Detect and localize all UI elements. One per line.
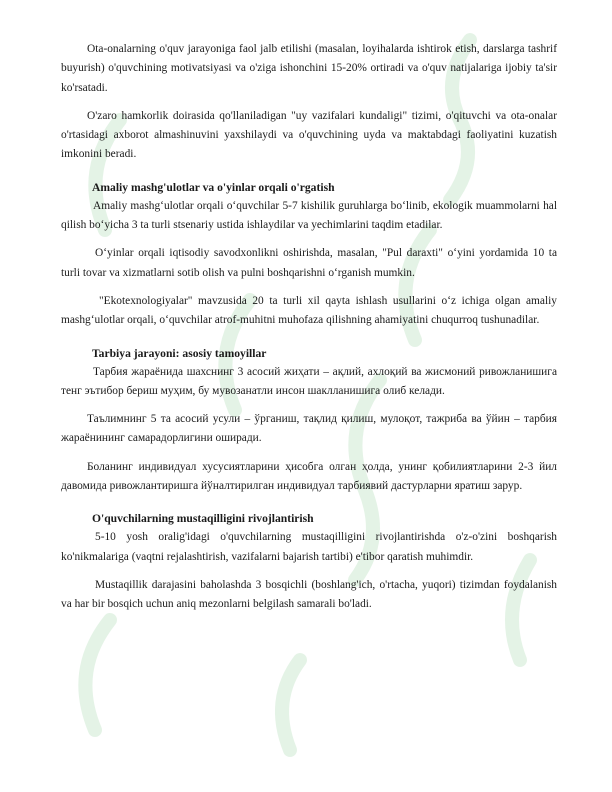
heading-practical-lessons: Amaliy mashg'ulotlar va o'yinlar orqali o'rgatish xyxy=(92,180,335,194)
paragraph-individual-programs: Боланинг индивидуал хусусиятларини ҳисобга олган ҳолда, унинг қобилиятларини 2-3 йил давомида ривожлантиришга йўналтирилган индивидуал тарбиявий дастурларни яратиш зарур. xyxy=(61,460,557,493)
paragraph-five-methods: Таълимнинг 5 та асосий усули – ўрганиш, тақлид қилиш, мулоқот, тажриба ва ўйин – тарбия жараёнининг самарадорлигини оширади. xyxy=(61,413,557,445)
paragraph-three-aspects: Тарбия жараёнида шахснинг 3 асосий жиҳати – ақлий, ахлоқий ва жисмоний ривожланишига тенг эътибор бериш муҳим, бу мувозанатли инсон шаклланишига олиб келади. xyxy=(61,365,557,397)
paragraph-group-scenarios: Amaliy mashg‘ulotlar orqali o‘quvchilar 5-7 kishilik guruhlarga bo‘linib, ekologik muammolarni hal qilish bo‘yicha 3 ta turli stsenariy ustida ishlaydilar va yechimlarini taqdim etadilar. xyxy=(61,199,557,232)
paragraph-parent-involvement: Ota-onalarning o'quv jarayoniga faol jalb etilishi (masalan, loyihalarda ishtirok etish, darslarga tashrif buyurish) o'quvchining motivatsiyasi va o'ziga ishonchini 15-20% ortiradi va o'quv natijalariga ijobiy ta'sir ko'rsatadi. xyxy=(61,43,557,94)
heading-upbringing-principles: Tarbiya jarayoni: asosiy tamoyillar xyxy=(92,346,267,360)
paragraph-homework-diary: O'zaro hamkorlik doirasida qo'llaniladigan "uy vazifalari kundaligi" tizimi, o'qituvchi va ota-onalar o'rtasidagi axborot almashinuvini yaxshilaydi va o'quvchining uyda va maktabdagi faoliyatini kuzatish imkonini beradi. xyxy=(61,109,557,161)
paragraph-money-tree-game: O‘yinlar orqali iqtisodiy savodxonlikni oshirishda, masalan, "Pul daraxti" o‘yini yordamida 10 ta turli tovar va xizmatlarni sotib olish va pulni boshqarishni o‘rganish mumkin. xyxy=(61,247,557,279)
heading-student-independence: O'quvchilarning mustaqilligini rivojlantirish xyxy=(92,512,314,526)
paragraph-self-management: 5-10 yosh oralig'idagi o'quvchilarning mustaqilligini rivojlantirishda o'z-o'zini boshqarish ko'nikmalariga (vaqtni rejalashtirish, vazifalarni bajarish tartibi) e'tibor qaratish muhimdir. xyxy=(61,531,557,563)
document-body xyxy=(61,40,557,615)
paragraph-eco-technologies: "Ekotexnologiyalar" mavzusida 20 ta turli xil qayta ishlash usullarini o‘z ichiga olgan amaliy mashg‘ulotlar orqali, o‘quvchilar atrof-muhitni muhofaza qilishning ahamiyatini chuqurroq tushunadilar. xyxy=(61,294,557,327)
paragraph-assessment-stages: Mustaqillik darajasini baholashda 3 bosqichli (boshlang'ich, o'rtacha, yuqori) tizimdan foydalanish va har bir bosqich uchun aniq mezonlarni belgilash samarali bo'ladi. xyxy=(61,578,557,611)
